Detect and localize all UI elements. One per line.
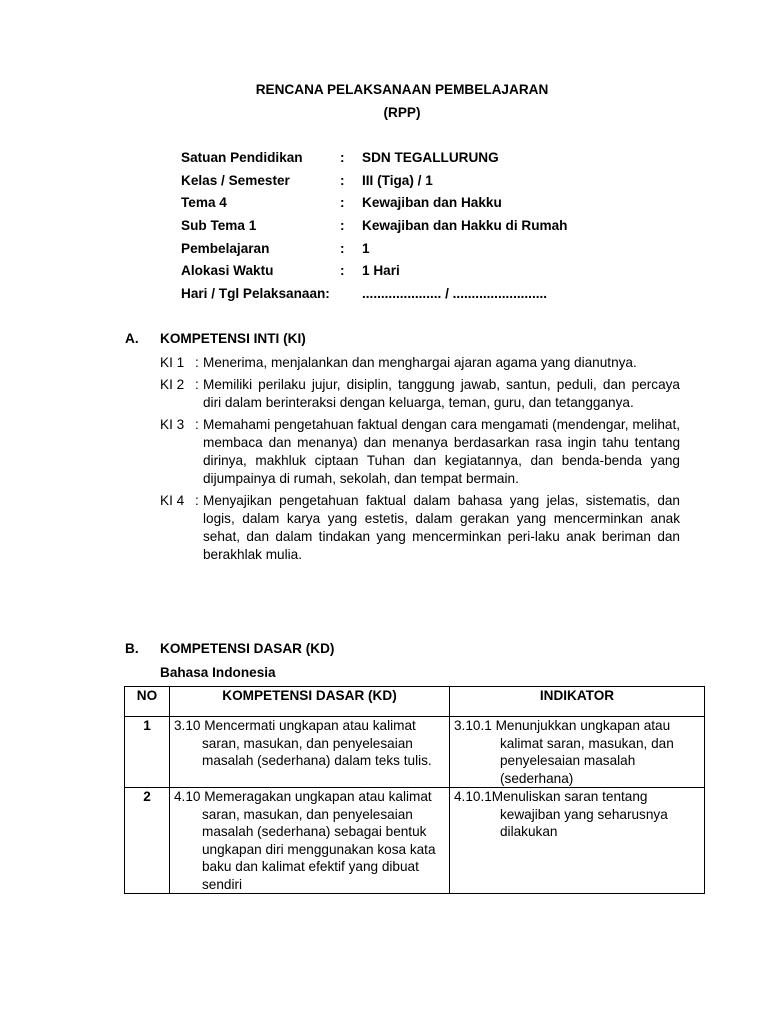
ki-code: KI 1 [160, 355, 185, 370]
ki-separator: : [195, 355, 199, 370]
info-label: Satuan Pendidikan [181, 150, 303, 165]
ki-list [160, 354, 680, 568]
info-colon: : [340, 218, 345, 234]
table-header-row [125, 687, 705, 717]
ki-text: Memahami pengetahuan faktual dengan cara mengamati (mendengar, melihat, membaca dan menanya) dan menanya berdasarkan rasa ingin tahu tentang dirinya, makhluk ciptaan Tuhan dan kegiatannya, dan benda-benda yang dijumpainya di rumah, sekolah, dan tempat bermain. [203, 417, 680, 486]
info-value: SDN TEGALLURUNG [362, 150, 499, 165]
info-value: 1 Hari [362, 263, 400, 279]
ki-item-4 [160, 492, 680, 564]
kd-cell [170, 717, 450, 788]
info-label: Pembelajaran [181, 240, 270, 256]
table-row [125, 788, 705, 894]
ki-item-1 [160, 354, 680, 372]
ki-separator: : [195, 377, 199, 392]
info-value: ..................... / ......................... [362, 286, 548, 302]
indikator-text: 3.10.1 Menunjukkan ungkapan atau kalimat saran, masukan, dan penyelesaian masalah (sederhana) [454, 718, 674, 786]
document-title: RENCANA PELAKSANAAN PEMBELAJARAN [255, 82, 549, 97]
section-title: KOMPETENSI INTI (KI) [160, 331, 306, 346]
info-value: Kewajiban dan Hakku di Rumah [362, 218, 568, 234]
info-label: Kelas / Semester [181, 172, 290, 188]
row-number: 1 [125, 717, 170, 788]
kd-table [124, 686, 705, 894]
ki-text: Menerima, menjalankan dan menghargai ajaran agama yang dianutnya. [203, 355, 637, 370]
table-row [125, 717, 705, 788]
indikator-cell [450, 717, 705, 788]
kd-text: 3.10 Mencermati ungkapan atau kalimat saran, masukan, dan penyelesaian masalah (sederhana) dalam teks tulis. [174, 718, 432, 768]
section-letter: B. [125, 641, 139, 656]
ki-text: Memiliki perilaku jujur, disiplin, tanggung jawab, santun, peduli, dan percaya diri dalam berinteraksi dengan keluarga, teman, guru, dan tetangganya. [203, 377, 680, 410]
info-colon: : [340, 263, 345, 279]
header-kd: KOMPETENSI DASAR (KD) [170, 687, 450, 717]
ki-text: Menyajikan pengetahuan faktual dalam bahasa yang jelas, sistematis, dan logis, dalam karya yang estetis, dalam gerakan yang mencerminkan anak sehat, dan dalam tindakan yang mencerminkan peri-laku anak beriman dan berakhlak mulia. [203, 493, 680, 562]
kd-cell [170, 788, 450, 894]
info-value: III (Tiga) / 1 [362, 172, 433, 188]
info-colon: : [340, 150, 345, 165]
info-value: Kewajiban dan Hakku [362, 195, 502, 211]
indikator-cell [450, 788, 705, 894]
document-subtitle: (RPP) [383, 105, 421, 120]
indikator-text: 4.10.1Menuliskan saran tentang kewajiban yang seharusnya dilakukan [454, 789, 668, 839]
info-label: Alokasi Waktu [181, 263, 274, 279]
ki-separator: : [195, 417, 199, 432]
info-colon: : [340, 195, 345, 211]
info-label: Tema 4 [181, 195, 227, 211]
ki-separator: : [195, 493, 199, 508]
ki-code: KI 2 [160, 377, 185, 392]
kd-text: 4.10 Memeragakan ungkapan atau kalimat saran, masukan, dan penyelesaian masalah (sederhana) sebagai bentuk ungkapan diri menggunakan kosa kata baku dan kalimat efektif yang dibuat sendiri [174, 789, 436, 892]
section-letter: A. [125, 331, 139, 346]
section-title: KOMPETENSI DASAR (KD) [160, 641, 335, 656]
subject-heading: Bahasa Indonesia [160, 665, 276, 680]
header-indikator: INDIKATOR [450, 687, 705, 717]
row-number: 2 [125, 788, 170, 894]
info-label: Hari / Tgl Pelaksanaan: [181, 286, 330, 302]
info-colon: : [340, 172, 345, 188]
ki-code: KI 3 [160, 417, 185, 432]
info-colon: : [340, 240, 345, 256]
header-no: NO [125, 687, 170, 717]
ki-item-2 [160, 376, 680, 412]
ki-item-3 [160, 416, 680, 488]
info-label: Sub Tema 1 [181, 218, 257, 234]
info-value: 1 [362, 240, 370, 256]
ki-code: KI 4 [160, 493, 185, 508]
